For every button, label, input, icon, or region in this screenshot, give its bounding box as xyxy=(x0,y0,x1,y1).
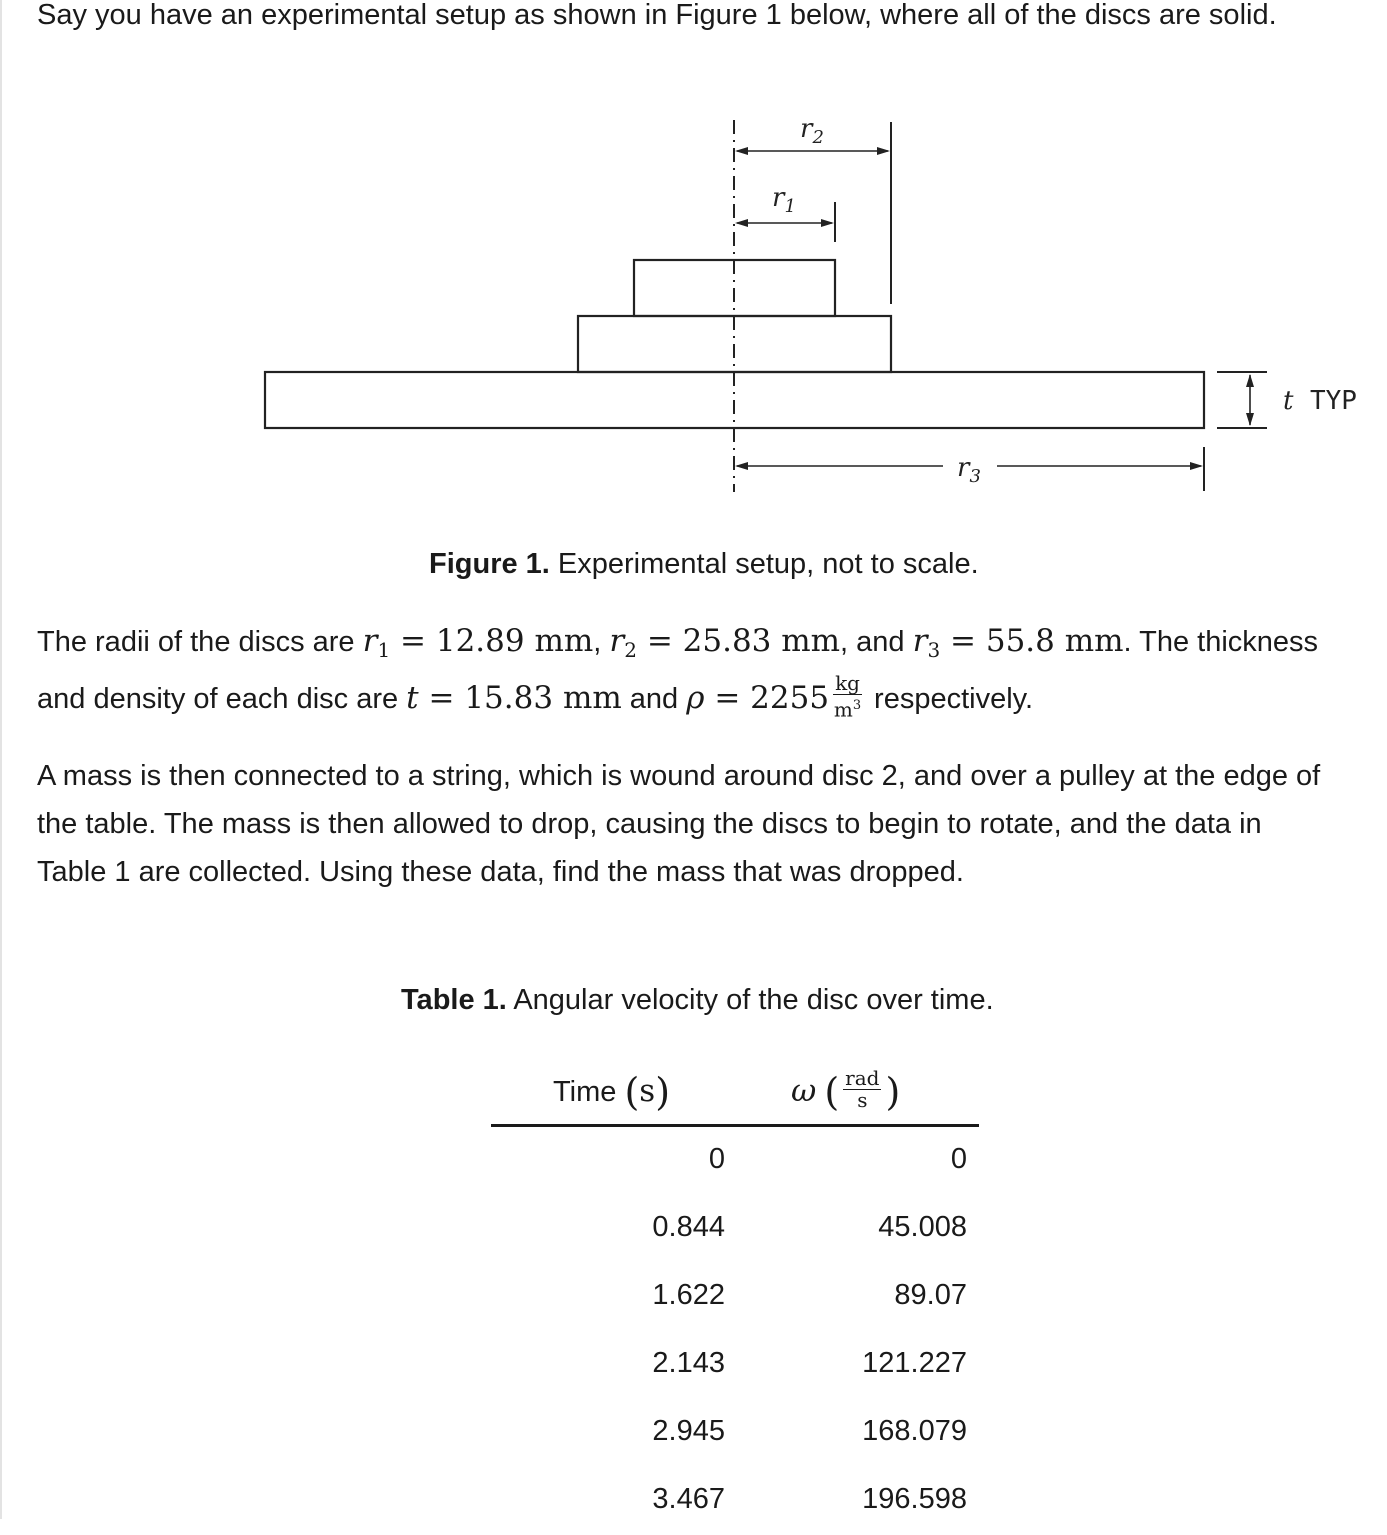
t-arrow-top xyxy=(1246,374,1254,387)
table-row xyxy=(491,1263,979,1331)
time-cell: 2.143 xyxy=(652,1347,725,1379)
omega-cell: 89.07 xyxy=(894,1279,967,1311)
time-cell: 1.622 xyxy=(652,1279,725,1311)
intro-paragraph: Say you have an experimental setup as shown in Figure 1 below, where all of the discs are solid. xyxy=(37,0,1277,31)
experimental-setup-figure xyxy=(257,112,1387,502)
omega-cell: 0 xyxy=(950,1143,967,1175)
r1-arrow-left xyxy=(735,219,748,227)
table-row xyxy=(491,1467,979,1535)
table-row xyxy=(491,1195,979,1263)
r1-arrow-right xyxy=(821,219,834,227)
left-border xyxy=(0,0,2,1519)
time-cell: 3.467 xyxy=(652,1483,725,1515)
t-arrow-bottom xyxy=(1246,413,1254,426)
omega-unit-fraction: $\frac{\text{rad}}{s}$ xyxy=(845,1065,880,1112)
table-header-row xyxy=(491,1050,979,1127)
description-paragraph: A mass is then connected to a string, which is wound around disc 2, and over a pulley at the edge of the table. The mass is then allowed to drop, causing the discs to begin to rotate, and the data in Table 1 are collected. Using these data, find the mass that was dropped. xyxy=(37,760,1321,888)
r2-arrow-right xyxy=(877,147,890,155)
table-body xyxy=(491,1127,979,1535)
omega-cell: 196.598 xyxy=(862,1483,967,1515)
t-label: t xyxy=(1283,386,1294,416)
r2-label: $r_2$ xyxy=(800,114,824,148)
omega-cell: 121.227 xyxy=(862,1347,967,1379)
table-row xyxy=(491,1127,979,1195)
column-header-omega: ω ( $\frac{\text{rad}}{s}$ ) xyxy=(791,1065,901,1114)
time-cell: 0 xyxy=(708,1143,725,1175)
figure-caption: Figure 1. Experimental setup, not to scale. xyxy=(429,548,979,580)
r3-arrow-right xyxy=(1190,462,1203,470)
column-header-time: Time (s) xyxy=(553,1070,671,1114)
table-row xyxy=(491,1331,979,1399)
typ-label: TYP xyxy=(1310,386,1357,416)
table-caption: Table 1. Angular velocity of the disc over time. xyxy=(401,984,994,1016)
time-cell: 0.844 xyxy=(652,1211,725,1243)
r3-label: $r_3$ xyxy=(957,453,981,487)
angular-velocity-table xyxy=(491,1050,979,1535)
density-unit-fraction: $\frac{kg}{m^3}$ xyxy=(833,670,862,722)
dimensions-paragraph: The radii of the discs are $r_1 = 12.89$ mm, $r_2 = 25.83$ mm, and $r_3 = 55.8$ mm. The thickness and density of each disc are t = 15.83 mm and ρ = 2255 $\frac{kg}{m^3}$ respectively. xyxy=(37,623,1319,722)
r1-label: $r_1$ xyxy=(772,183,796,217)
table-row xyxy=(491,1399,979,1467)
r3-arrow-left xyxy=(735,462,748,470)
omega-cell: 45.008 xyxy=(878,1211,967,1243)
time-cell: 2.945 xyxy=(652,1415,725,1447)
omega-cell: 168.079 xyxy=(862,1415,967,1447)
r2-arrow-left xyxy=(735,147,748,155)
